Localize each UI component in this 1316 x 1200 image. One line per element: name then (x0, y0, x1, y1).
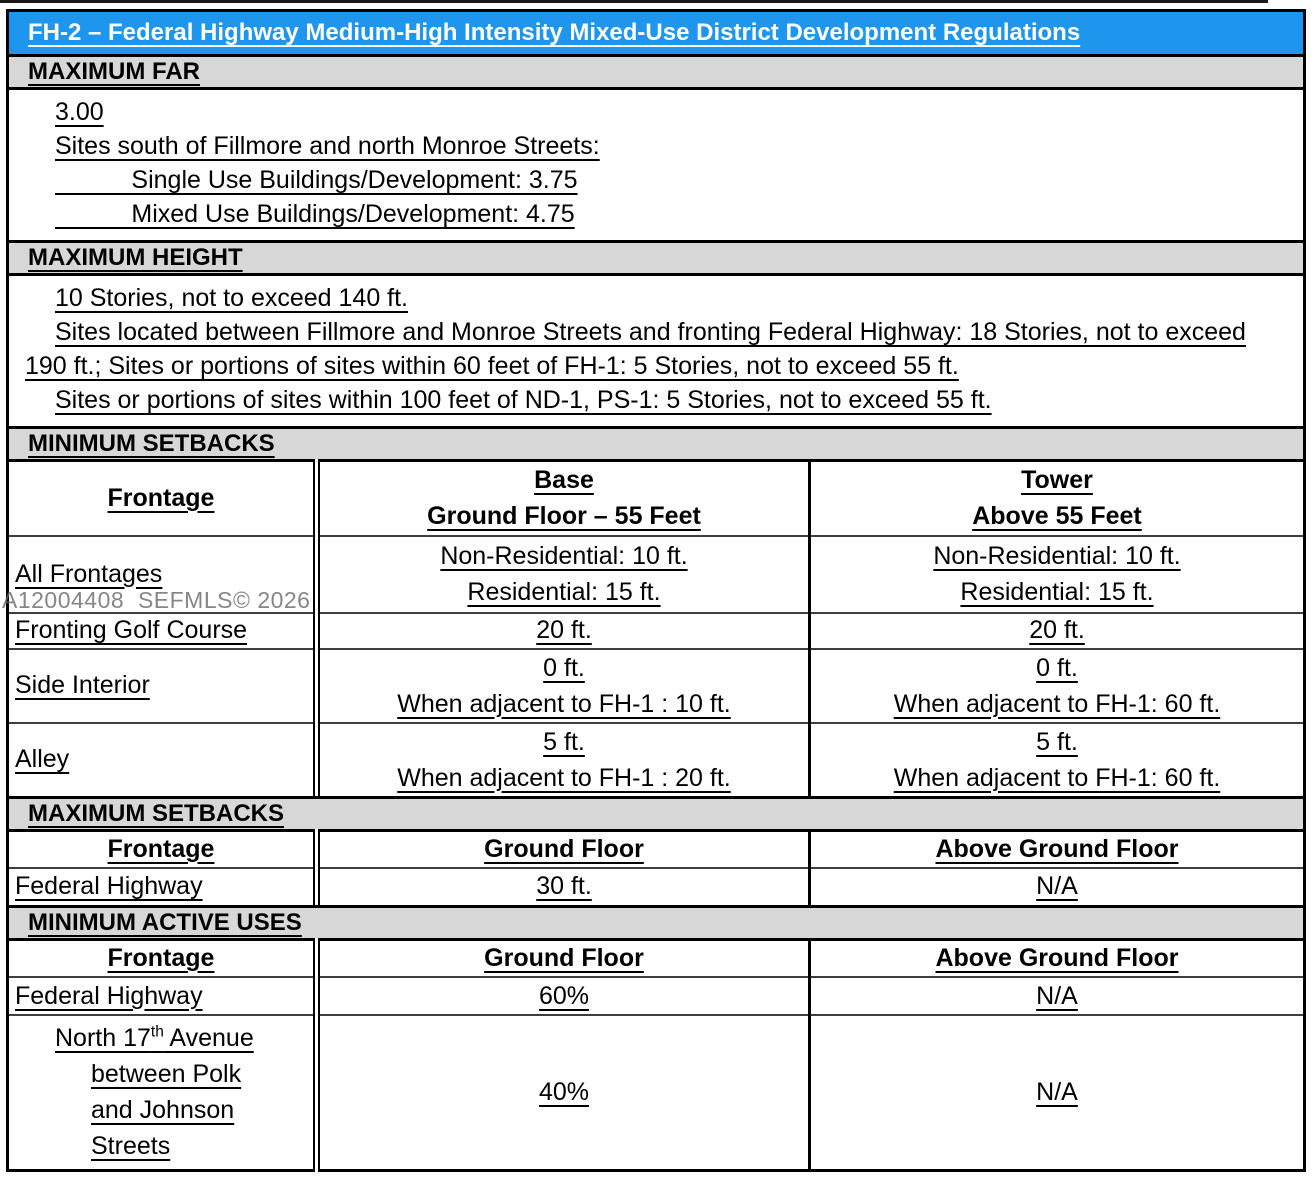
watermark: A12004408 SEFMLS© 2026 (2, 587, 311, 613)
section-heading-maximum-far: MAXIMUM FAR (28, 58, 200, 85)
frontage-text: North 17 (55, 1024, 151, 1053)
frontage-text: Streets (91, 1132, 171, 1161)
frontage-text: Avenue (163, 1024, 254, 1053)
frontage-line (15, 1020, 307, 1056)
column-header-ground-label: Ground Floor (484, 943, 644, 972)
column-header-frontage (8, 461, 317, 536)
far-value: 3.00 (55, 98, 104, 126)
section-header-minimum-active-uses (6, 905, 1306, 941)
height-rule-nd1-ps1: Sites or portions of sites within 100 feet of ND-1, PS-1: 5 Stories, not to exceed 55 ft. (55, 386, 992, 414)
height-rule-fillmore-monroe: Sites located between Fillmore and Monroe Streets and fronting Federal Highway: 18 Stories, not to exceed 190 ft.; Sites or portions of sites within 60 feet of FH-1: 5 Stories, not to exceed 55 ft. (25, 318, 1246, 380)
cell-base-setback (317, 613, 810, 649)
frontage-label: Federal Highway (15, 872, 203, 901)
table-row-federal-highway (8, 977, 1305, 1015)
frontage-label (55, 1024, 254, 1052)
column-header-ground-floor (317, 939, 810, 977)
frontage-label: All Frontages (15, 559, 163, 588)
cell-above-ground-value (810, 868, 1305, 906)
column-header-tower (810, 461, 1305, 536)
frontage-label: Side Interior (15, 671, 150, 699)
column-header-base-label: Base (534, 466, 594, 495)
setback-value: 20 ft. (1029, 616, 1085, 644)
document-title: FH-2 – Federal Highway Medium-High Intensity Mixed-Use District Development Regulations (28, 19, 1081, 46)
section-header-maximum-height (6, 240, 1306, 276)
column-header-frontage-label: Frontage (107, 943, 215, 972)
height-rule-general: 10 Stories, not to exceed 140 ft. (55, 284, 409, 312)
table-row-federal-highway (8, 868, 1305, 906)
table-row-north-17th-avenue (8, 1015, 1305, 1170)
cell-frontage (8, 649, 317, 723)
frontage-label: Federal Highway (15, 981, 203, 1010)
column-header-frontage-label: Frontage (107, 483, 215, 512)
section-heading-maximum-height: MAXIMUM HEIGHT (28, 244, 243, 271)
column-header-above-ground-floor (810, 830, 1305, 868)
minimum-setbacks-table (6, 459, 1306, 799)
setback-line (817, 650, 1297, 686)
setback-value: 5 ft. (543, 727, 585, 756)
setback-line (817, 538, 1297, 574)
cell-ground-floor-value (317, 868, 810, 906)
column-header-tower-sublabel: Above 55 Feet (972, 502, 1142, 531)
frontage-line (15, 1092, 307, 1128)
scan-artifact-line (0, 0, 1268, 3)
column-header-base-line (326, 498, 802, 534)
setback-line (326, 686, 802, 722)
cell-tower-setback (810, 649, 1305, 723)
setback-line (326, 574, 802, 610)
cell-frontage (8, 977, 317, 1015)
cell-above-ground-value (810, 1015, 1305, 1170)
setback-value: 30 ft. (536, 872, 592, 901)
active-use-value: N/A (1036, 981, 1078, 1010)
frontage-line (15, 1128, 307, 1164)
far-condition: Sites south of Fillmore and north Monroe Streets: (55, 132, 600, 160)
title-bar (6, 9, 1306, 57)
cell-tower-setback (810, 536, 1305, 613)
setback-value: Non-Residential: 10 ft. (440, 542, 688, 570)
section-heading-minimum-setbacks: MINIMUM SETBACKS (28, 430, 275, 457)
cell-frontage (8, 1015, 317, 1170)
cell-tower-setback (810, 613, 1305, 649)
frontage-line (15, 1056, 307, 1092)
frontage-text: and Johnson (91, 1096, 235, 1125)
maximum-far-content (6, 87, 1306, 243)
cell-tower-setback (810, 723, 1305, 798)
active-use-value: 60% (538, 981, 590, 1010)
active-use-value: 40% (538, 1077, 590, 1106)
setback-line (817, 686, 1297, 722)
setback-value: When adjacent to FH-1: 60 ft. (893, 763, 1221, 792)
maximum-setbacks-header-row (8, 830, 1305, 868)
column-header-ground-floor (317, 830, 810, 868)
setback-line (817, 760, 1297, 796)
setback-value: 5 ft. (1036, 727, 1078, 756)
column-header-frontage (8, 939, 317, 977)
setback-value: 0 ft. (1036, 653, 1078, 682)
setback-value: When adjacent to FH-1 : 10 ft. (397, 689, 731, 718)
column-header-frontage (8, 830, 317, 868)
section-header-maximum-setbacks (6, 796, 1306, 832)
frontage-label: Alley (15, 745, 70, 773)
setback-value: 0 ft. (543, 653, 585, 682)
setback-value: When adjacent to FH-1: 60 ft. (893, 689, 1221, 718)
column-header-frontage-label: Frontage (107, 834, 215, 863)
far-single-use-rule: Single Use Buildings/Development: 3.75 (55, 166, 578, 194)
table-row-fronting-golf-course (8, 613, 1305, 649)
setback-line (326, 650, 802, 686)
setback-value: Non-Residential: 10 ft. (933, 542, 1181, 570)
column-header-above-ground-floor (810, 939, 1305, 977)
setback-value: Residential: 15 ft. (960, 578, 1154, 606)
section-header-maximum-far (6, 54, 1306, 90)
maximum-height-content (6, 273, 1306, 429)
cell-frontage (8, 723, 317, 798)
column-header-above-label: Above Ground Floor (935, 943, 1179, 972)
column-header-tower-label: Tower (1021, 466, 1093, 495)
cell-base-setback (317, 649, 810, 723)
table-row-side-interior (8, 649, 1305, 723)
column-header-base (317, 461, 810, 536)
table-row-alley (8, 723, 1305, 798)
cell-frontage (8, 868, 317, 906)
section-heading-maximum-setbacks: MAXIMUM SETBACKS (28, 799, 284, 827)
setback-line (326, 724, 802, 760)
cell-ground-floor-value (317, 977, 810, 1015)
setback-line (817, 574, 1297, 610)
section-heading-minimum-active-uses: MINIMUM ACTIVE USES (28, 908, 302, 936)
cell-frontage (8, 613, 317, 649)
setback-line (326, 760, 802, 796)
cell-base-setback (317, 536, 810, 613)
column-header-above-label: Above Ground Floor (935, 834, 1179, 863)
cell-ground-floor-value (317, 1015, 810, 1170)
cell-above-ground-value (810, 977, 1305, 1015)
setback-value: 20 ft. (536, 616, 592, 644)
maximum-setbacks-table (6, 829, 1306, 908)
minimum-active-uses-table (6, 938, 1306, 1172)
setback-value: N/A (1036, 872, 1078, 901)
section-header-minimum-setbacks (6, 426, 1306, 462)
frontage-text: between Polk (91, 1060, 242, 1089)
column-header-base-line (326, 462, 802, 498)
setback-value: When adjacent to FH-1 : 20 ft. (397, 763, 731, 792)
column-header-ground-label: Ground Floor (484, 834, 644, 863)
setback-value: Residential: 15 ft. (467, 578, 661, 606)
column-header-tower-line (817, 498, 1297, 534)
column-header-base-sublabel: Ground Floor – 55 Feet (427, 502, 701, 531)
column-header-tower-line (817, 462, 1297, 498)
minimum-setbacks-header-row (8, 461, 1305, 536)
active-use-value: N/A (1036, 1077, 1078, 1106)
cell-base-setback (317, 723, 810, 798)
minimum-active-uses-header-row (8, 939, 1305, 977)
far-mixed-use-rule: Mixed Use Buildings/Development: 4.75 (55, 200, 575, 228)
setback-line (326, 538, 802, 574)
setback-line (817, 724, 1297, 760)
ordinal-superscript: th (150, 1023, 164, 1041)
frontage-label: Fronting Golf Course (15, 616, 248, 644)
